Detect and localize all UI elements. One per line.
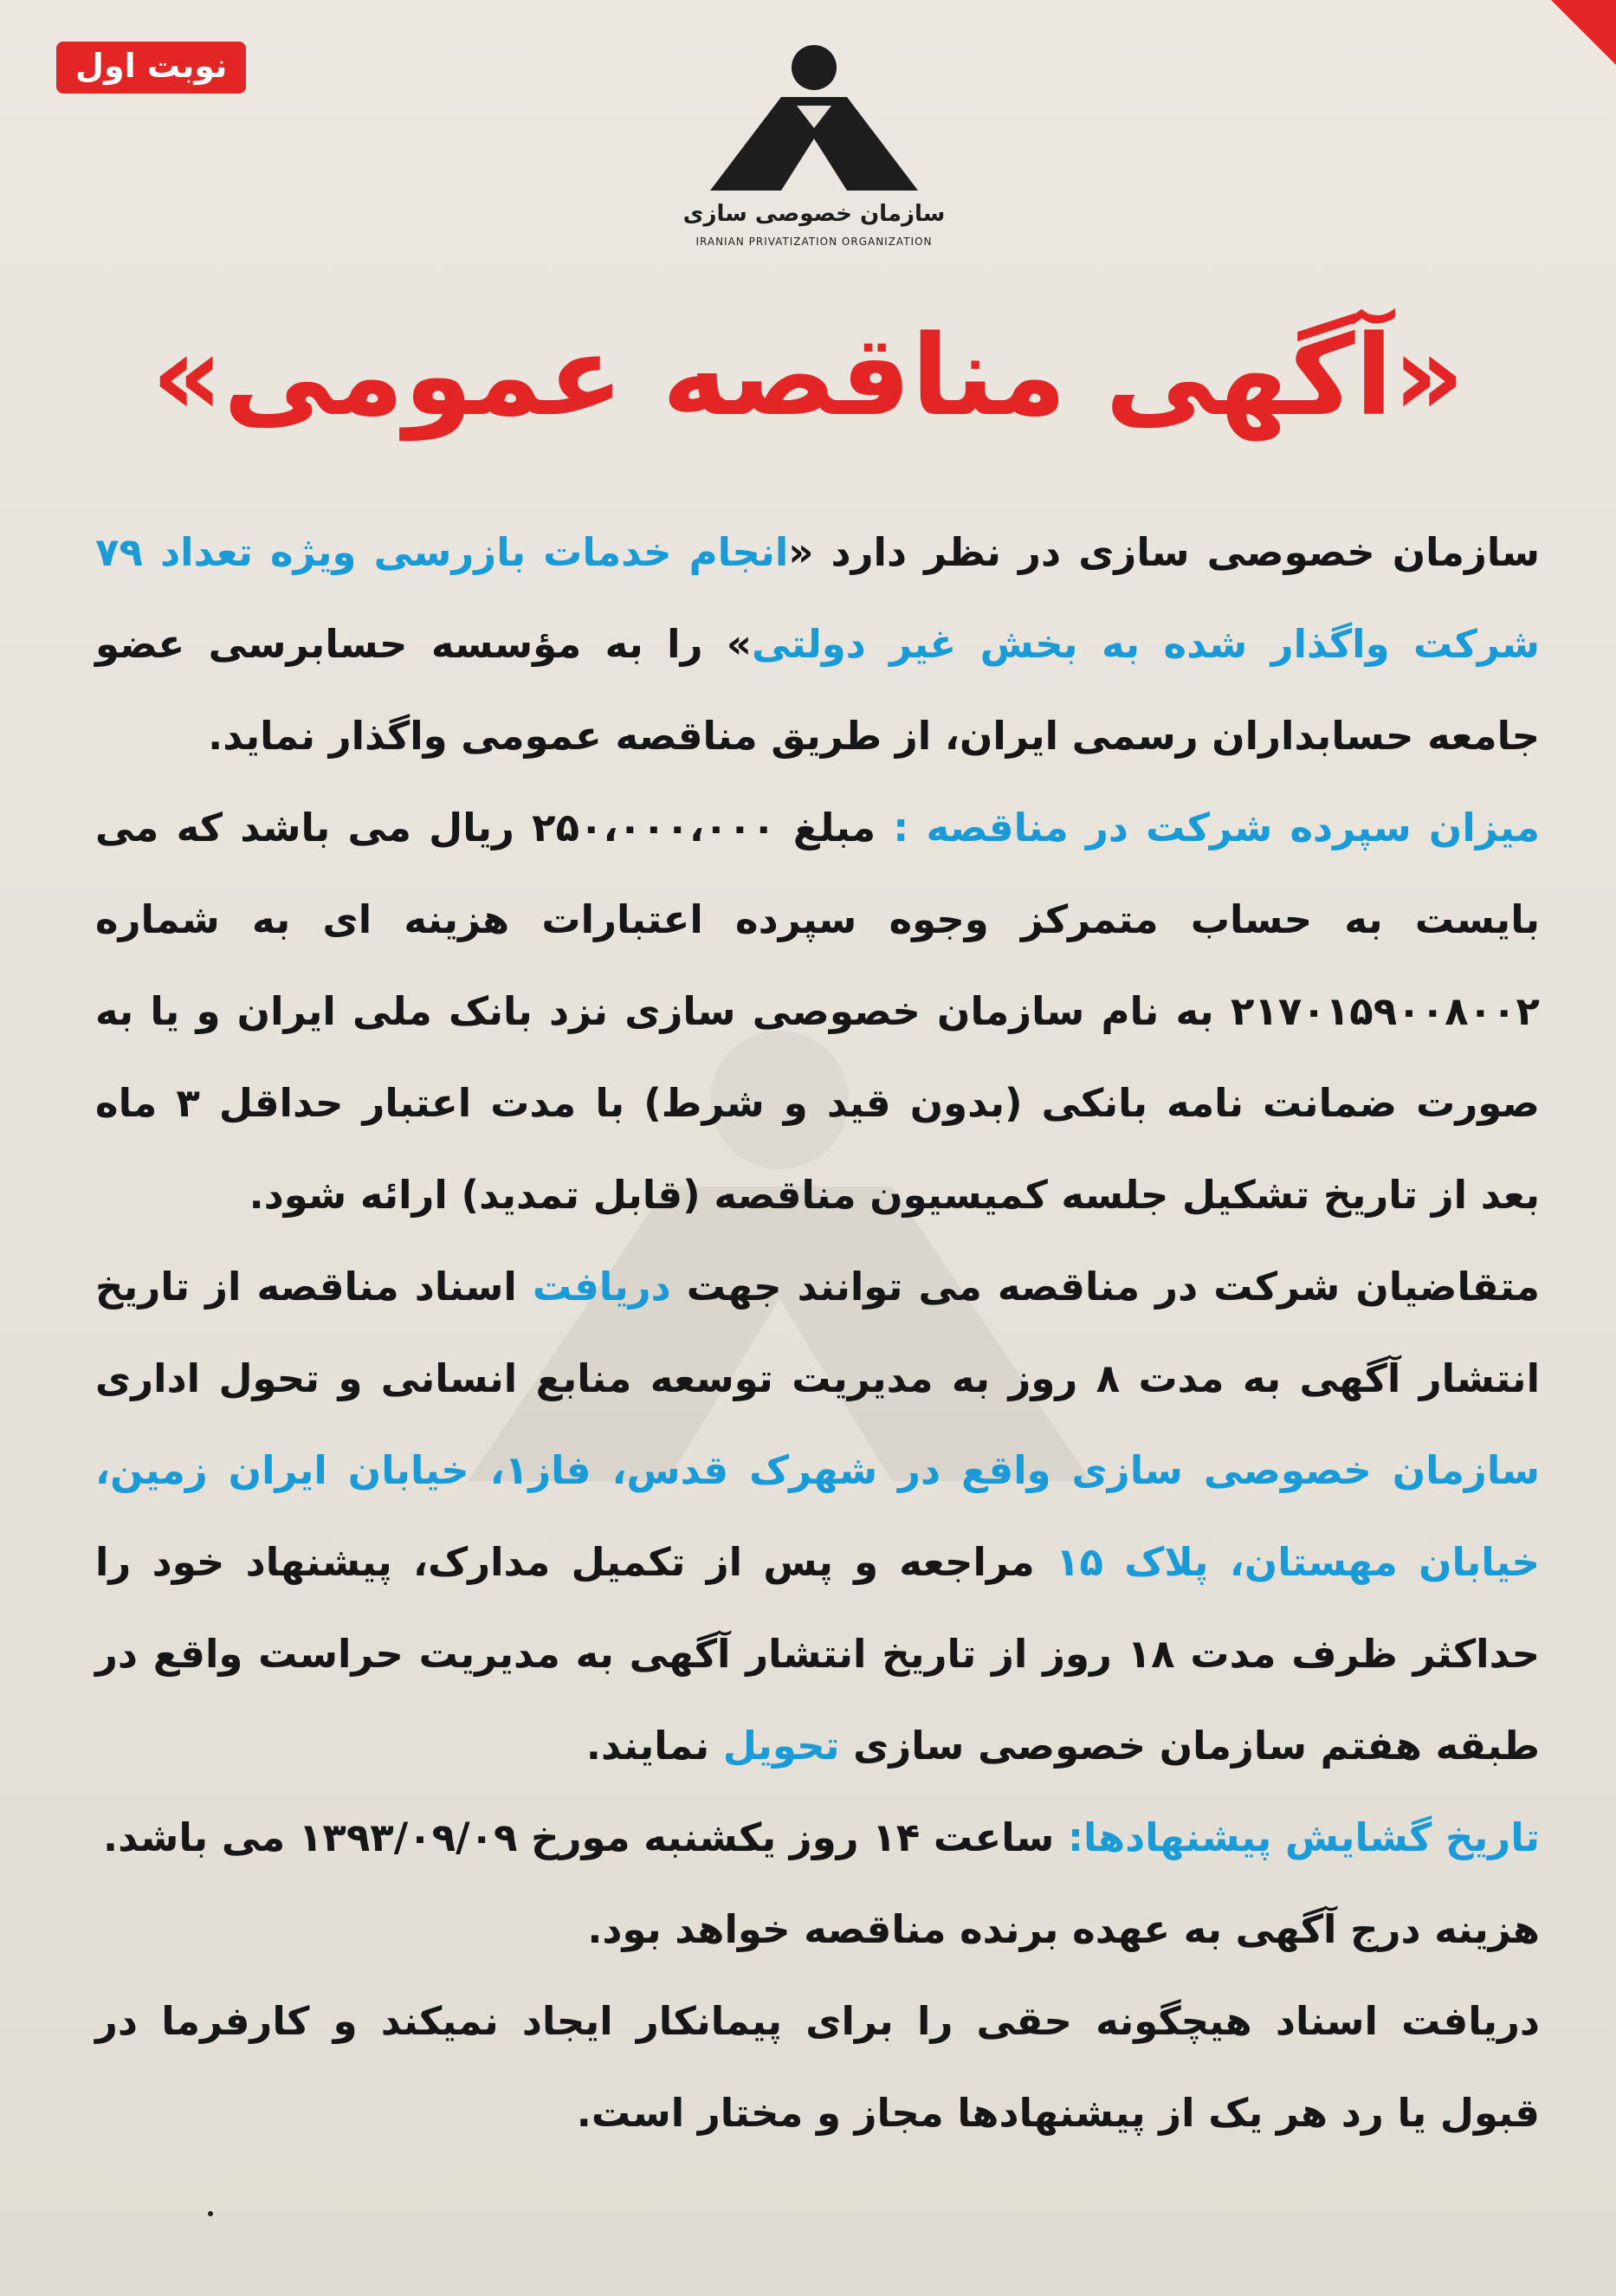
service-highlight: انجام خدمات بازرسی ویژه تعداد ۷۹ شرکت واگذار شده به بخش غیر دولتی (95, 529, 1540, 667)
cost-paragraph: هزینه درج آگهی به عهده برنده مناقصه خواهد بود. (587, 1906, 1540, 1952)
opening-paragraph: تاریخ گشایش پیشنهادها: ساعت ۱۴ روز یکشنبه مورخ ۱۳۹۳/۰۹/۰۹ می باشد. (103, 1814, 1540, 1860)
round-badge: نوبت اول (56, 42, 246, 94)
print-dot (208, 2211, 213, 2216)
applicants-paragraph: متقاضیان شرکت در مناقصه می توانند جهت دریافت اسناد مناقصه از تاریخ انتشار آگهی به مدت ۸ روز به مدیریت توسعه منابع انسانی و تحول اداری سازمان خصوصی سازی واقع در شهرک قدس، فاز۱، خیابان ایران زمین، خیابان مهستان، پلاک ۱۵ مراجعه و پس از تکمیل مدارک، پیشنهاد خود را حداکثر ظرف مدت ۱۸ روز از تاریخ انتشار آگهی به مدیریت حراست واقع در طبقه هفتم سازمان خصوصی سازی تحویل نمایند. (95, 1264, 1541, 1769)
delivery-highlight: تحویل (722, 1723, 840, 1769)
announcement-body (95, 507, 1540, 2159)
privatization-logo-icon (701, 35, 927, 199)
deposit-paragraph: میزان سپرده شرکت در مناقصه : مبلغ ۲۵۰،۰۰۰،۰۰۰ ریال می باشد که می بایست به حساب متمرکز وجوه سپرده اعتبارات هزینه ای به شماره ۲۱۷۰۱۵۹۰۰۸۰۰۲ به نام سازمان خصوصی سازی نزد بانک ملی ایران و یا به صورت ضمانت نامه بانکی (بدون قید و شرط) با مدت اعتبار حداقل ۳ ماه بعد از تاریخ تشکیل جلسه کمیسیون مناقصه (قابل تمدید) ارائه شود. (95, 805, 1540, 1218)
organization-name-fa: سازمان خصوصی سازی (682, 201, 946, 227)
receive-highlight: دریافت (532, 1264, 671, 1310)
deposit-label: میزان سپرده شرکت در مناقصه : (893, 805, 1540, 850)
address-highlight: سازمان خصوصی سازی واقع در شهرک قدس، فاز۱، خیابان ایران زمین، خیابان مهستان، پلاک ۱۵ (95, 1447, 1541, 1585)
organization-logo (675, 35, 953, 260)
rights-paragraph: دریافت اسناد هیچگونه حقی را برای پیمانکار ایجاد نمیکند و کارفرما در قبول یا رد هر یک از پیشنهادها مجاز و مختار است. (95, 1998, 1540, 2136)
page-title: «آگهی مناقصه عمومی» (151, 312, 1465, 441)
organization-name-en: IRANIAN PRIVATIZATION ORGANIZATION (695, 236, 933, 248)
opening-label: تاریخ گشایش پیشنهادها: (1068, 1814, 1540, 1860)
corner-flag (1551, 0, 1616, 65)
intro-paragraph: سازمان خصوصی سازی در نظر دارد «انجام خدمات بازرسی ویژه تعداد ۷۹ شرکت واگذار شده به بخش غیر دولتی» را به مؤسسه حسابرسی عضو جامعه حسابداران رسمی ایران، از طریق مناقصه عمومی واگذار نماید. (95, 529, 1540, 759)
